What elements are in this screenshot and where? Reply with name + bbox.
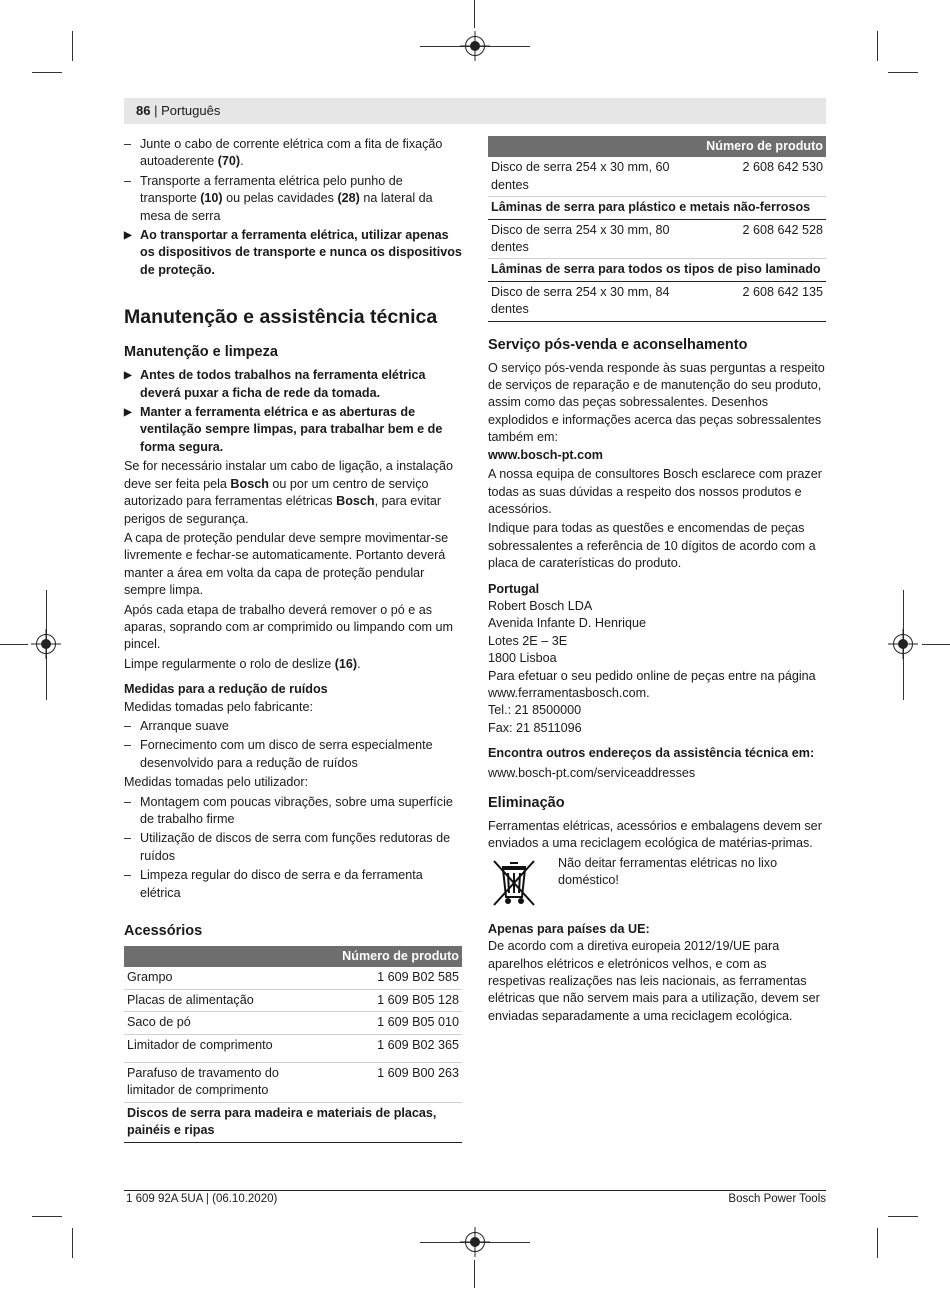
table-cell: Parafuso de travamento do limitador de comprimento: [124, 1063, 327, 1103]
table-row: [124, 989, 462, 1011]
crop-mark: [877, 31, 878, 61]
crop-mark: [922, 644, 950, 645]
table-header-cell: Número de produto: [691, 136, 826, 157]
table-section-row: [124, 1102, 462, 1142]
table-row: [488, 157, 826, 196]
table-cell: Disco de serra 254 x 30 mm, 80 dentes: [488, 219, 691, 259]
table-section-row: [488, 259, 826, 281]
text: Se for necessário instalar um cabo de ligação, a instalação deve ser feita pela: [124, 459, 454, 491]
crop-mark: [474, 1260, 475, 1288]
text: Transporte a ferramenta elétrica pelo punho de transporte: [140, 173, 403, 206]
table-cell: 2 608 642 528: [691, 219, 826, 259]
table-cell: 1 609 B02 365: [327, 1034, 462, 1062]
crop-mark: [72, 1228, 73, 1258]
table-cell: 1 609 B05 128: [327, 989, 462, 1011]
crossed-out-wheelie-bin-icon: [488, 857, 538, 909]
saw-blade-table: [488, 136, 826, 322]
list-item: [124, 173, 462, 225]
footer-brand: Bosch Power Tools: [728, 1193, 826, 1205]
crop-mark: [32, 72, 62, 73]
subsection-title: Eliminação: [488, 795, 565, 811]
subsection-title: Serviço pós-venda e aconselhamento: [488, 336, 748, 353]
crop-mark: [0, 644, 28, 645]
table-cell: Limitador de comprimento: [124, 1034, 327, 1062]
list-item: – Utilização de discos de serra com funções redutoras de ruídos: [124, 830, 462, 865]
crop-mark: [32, 1216, 62, 1217]
safety-warning: ▶ Manter a ferramenta elétrica e as aberturas de ventilação sempre limpas, para trabalhar bem e de forma segura.: [124, 404, 462, 456]
address-line[interactable]: www.ferramentasbosch.com.: [488, 685, 650, 700]
subheading: Medidas para a redução de ruídos: [124, 682, 328, 697]
list-item: – Arranque suave: [124, 718, 462, 735]
crop-mark: [888, 1216, 918, 1217]
list-item: – Limpeza regular do disco de serra e da ferramenta elétrica: [124, 867, 462, 902]
text: Limpe regularmente o rolo de deslize: [124, 656, 335, 671]
subheading: Apenas para países da UE:: [488, 921, 650, 936]
paragraph: A capa de proteção pendular deve sempre movimentar-se livremente e fechar-se automaticamente. Portanto deverá manter a área em volta da capa de proteção pendular sempre limpa.: [124, 530, 449, 598]
registration-mark-icon: [465, 1232, 485, 1252]
address-line: Tel.: 21 8500000: [488, 703, 582, 718]
paragraph: Medidas tomadas pelo utilizador:: [124, 775, 309, 790]
crop-mark: [888, 72, 918, 73]
list-item: – Fornecimento com um disco de serra especialmente desenvolvido para a redução de ruídos: [124, 737, 462, 772]
safety-warning: ▶ Antes de todos trabalhos na ferramenta elétrica deverá puxar a ficha de rede da tomada.: [124, 367, 462, 402]
page-header: [124, 98, 826, 124]
registration-mark-icon: [893, 634, 913, 654]
address-line: Lotes 2E – 3E: [488, 633, 568, 648]
registration-mark-icon: [465, 36, 485, 56]
table-cell: Disco de serra 254 x 30 mm, 60 dentes: [488, 157, 691, 196]
paragraph: Medidas tomadas pelo fabricante:: [124, 699, 314, 714]
table-cell: Disco de serra 254 x 30 mm, 84 dentes: [488, 281, 691, 321]
table-cell: 1 609 B00 263: [327, 1063, 462, 1103]
footer-doc-id: 1 609 92A 5UA | (06.10.2020): [126, 1193, 278, 1205]
text: ou pelas cavidades: [222, 191, 338, 206]
disposal-note: Não deitar ferramentas elétricas no lixo doméstico!: [558, 855, 778, 888]
crop-mark: [72, 31, 73, 61]
table-row: [124, 967, 462, 989]
safety-warning: ▶ Ao transportar a ferramenta elétrica, utilizar apenas os dispositivos de transporte e nunca os dispositivos de proteção.: [124, 227, 462, 279]
table-row: [488, 281, 826, 321]
text: , para evitar perigos de segurança.: [124, 494, 442, 526]
service-link[interactable]: www.bosch-pt.com: [488, 447, 603, 462]
table-cell: Lâminas de serra para plástico e metais não-ferrosos: [488, 197, 826, 219]
brand: Bosch: [230, 476, 269, 491]
subsection-title: Acessórios: [124, 923, 203, 940]
list-item: – Montagem com poucas vibrações, sobre uma superfície de trabalho firme: [124, 794, 462, 829]
right-column: [488, 136, 826, 1027]
table-cell: Saco de pó: [124, 1012, 327, 1034]
table-header-cell: Número de produto: [327, 946, 462, 967]
left-column: [124, 136, 462, 1143]
address-line: Fax: 21 8511096: [488, 720, 582, 735]
disposal-note-block: [488, 855, 826, 911]
table-row: [124, 1063, 462, 1103]
table-cell: 2 608 642 530: [691, 157, 826, 196]
table-cell: 1 609 B05 010: [327, 1012, 462, 1034]
table-header-row: [488, 136, 826, 157]
paragraph: Ferramentas elétricas, acessórios e embalagens devem ser enviados a uma reciclagem ecológica de matérias-primas.: [488, 819, 822, 851]
table-cell: Grampo: [124, 967, 327, 989]
text: O serviço pós-venda responde às suas perguntas a respeito de serviços de reparação e de manutenção do seu produto, assim como das peças sobressalentes. Desenhos explodidos e informações acerca das peças sobressalentes também em:: [488, 360, 825, 445]
paragraph: De acordo com a diretiva europeia 2012/19/UE para aparelhos elétricos e eletrónicos velhos, e com as respetivas realizações nas leis nacionais, as ferramentas elétricas que não servem mais para a utilização, devem ser enviadas separadamente a uma reciclagem ecológica.: [488, 939, 820, 1023]
table-cell: 1 609 B02 585: [327, 967, 462, 989]
ref-number: (70): [217, 154, 241, 169]
table-cell: Lâminas de serra para todos os tipos de piso laminado: [488, 259, 826, 281]
address-line: Avenida Infante D. Henrique: [488, 616, 646, 631]
address-block: [488, 598, 826, 737]
text: ou por um centro de serviço autorizado para ferramentas elétricas: [124, 476, 429, 509]
table-row: [124, 1034, 462, 1062]
page-number: 86: [136, 103, 151, 118]
header-separator: |: [154, 103, 162, 118]
crop-mark: [877, 1228, 878, 1258]
section-title: Manutenção e assistência técnica: [124, 306, 438, 329]
paragraph: Após cada etapa de trabalho deverá remover o pó e as aparas, soprando com ar comprimido ou limpando com um pincel.: [124, 602, 453, 652]
table-cell: Discos de serra para madeira e materiais de placas, painéis e ripas: [124, 1102, 462, 1142]
subheading: Encontra outros endereços da assistência técnica em:: [488, 746, 815, 761]
ref-number: (28): [337, 191, 360, 206]
table-row: [124, 1012, 462, 1034]
paragraph: A nossa equipa de consultores Bosch esclarece com prazer todas as suas dúvidas a respeito dos nossos produtos e acessórios.: [488, 467, 822, 516]
paragraph: [488, 360, 826, 464]
table-header-spacer: [488, 136, 691, 157]
address-line: 1800 Lisboa: [488, 651, 557, 666]
text: Junte o cabo de corrente elétrica com a fita de fixação autoaderente: [140, 137, 443, 169]
country-heading: Portugal: [488, 581, 540, 596]
address-line: Para efetuar o seu pedido online de peças entre na página: [488, 668, 816, 683]
registration-mark-icon: [36, 634, 56, 654]
list-item: [124, 136, 462, 171]
paragraph: [124, 656, 462, 673]
table-header-spacer: [124, 946, 327, 967]
table-row: [488, 219, 826, 259]
text: .: [240, 154, 244, 169]
paragraph: Indique para todas as questões e encomendas de peças sobressalentes a referência de 10 dígitos de acordo com a placa de caraterísticas do produto.: [488, 521, 816, 571]
address-line: Robert Bosch LDA: [488, 598, 593, 613]
text: na lateral da mesa de serra: [140, 191, 433, 223]
header-language: Português: [161, 103, 221, 118]
crop-mark: [474, 0, 475, 28]
service-addresses-link[interactable]: www.bosch-pt.com/serviceaddresses: [488, 765, 696, 780]
table-section-row: [488, 197, 826, 219]
accessories-table: [124, 946, 462, 1143]
table-cell: 2 608 642 135: [691, 281, 826, 321]
ref-number: (16): [334, 656, 358, 671]
text: .: [357, 656, 361, 671]
ref-number: (10): [200, 191, 223, 206]
paragraph: [124, 458, 462, 528]
brand: Bosch: [336, 494, 375, 509]
subsection-title: Manutenção e limpeza: [124, 344, 278, 361]
table-cell: Placas de alimentação: [124, 989, 327, 1011]
table-header-row: [124, 946, 462, 967]
